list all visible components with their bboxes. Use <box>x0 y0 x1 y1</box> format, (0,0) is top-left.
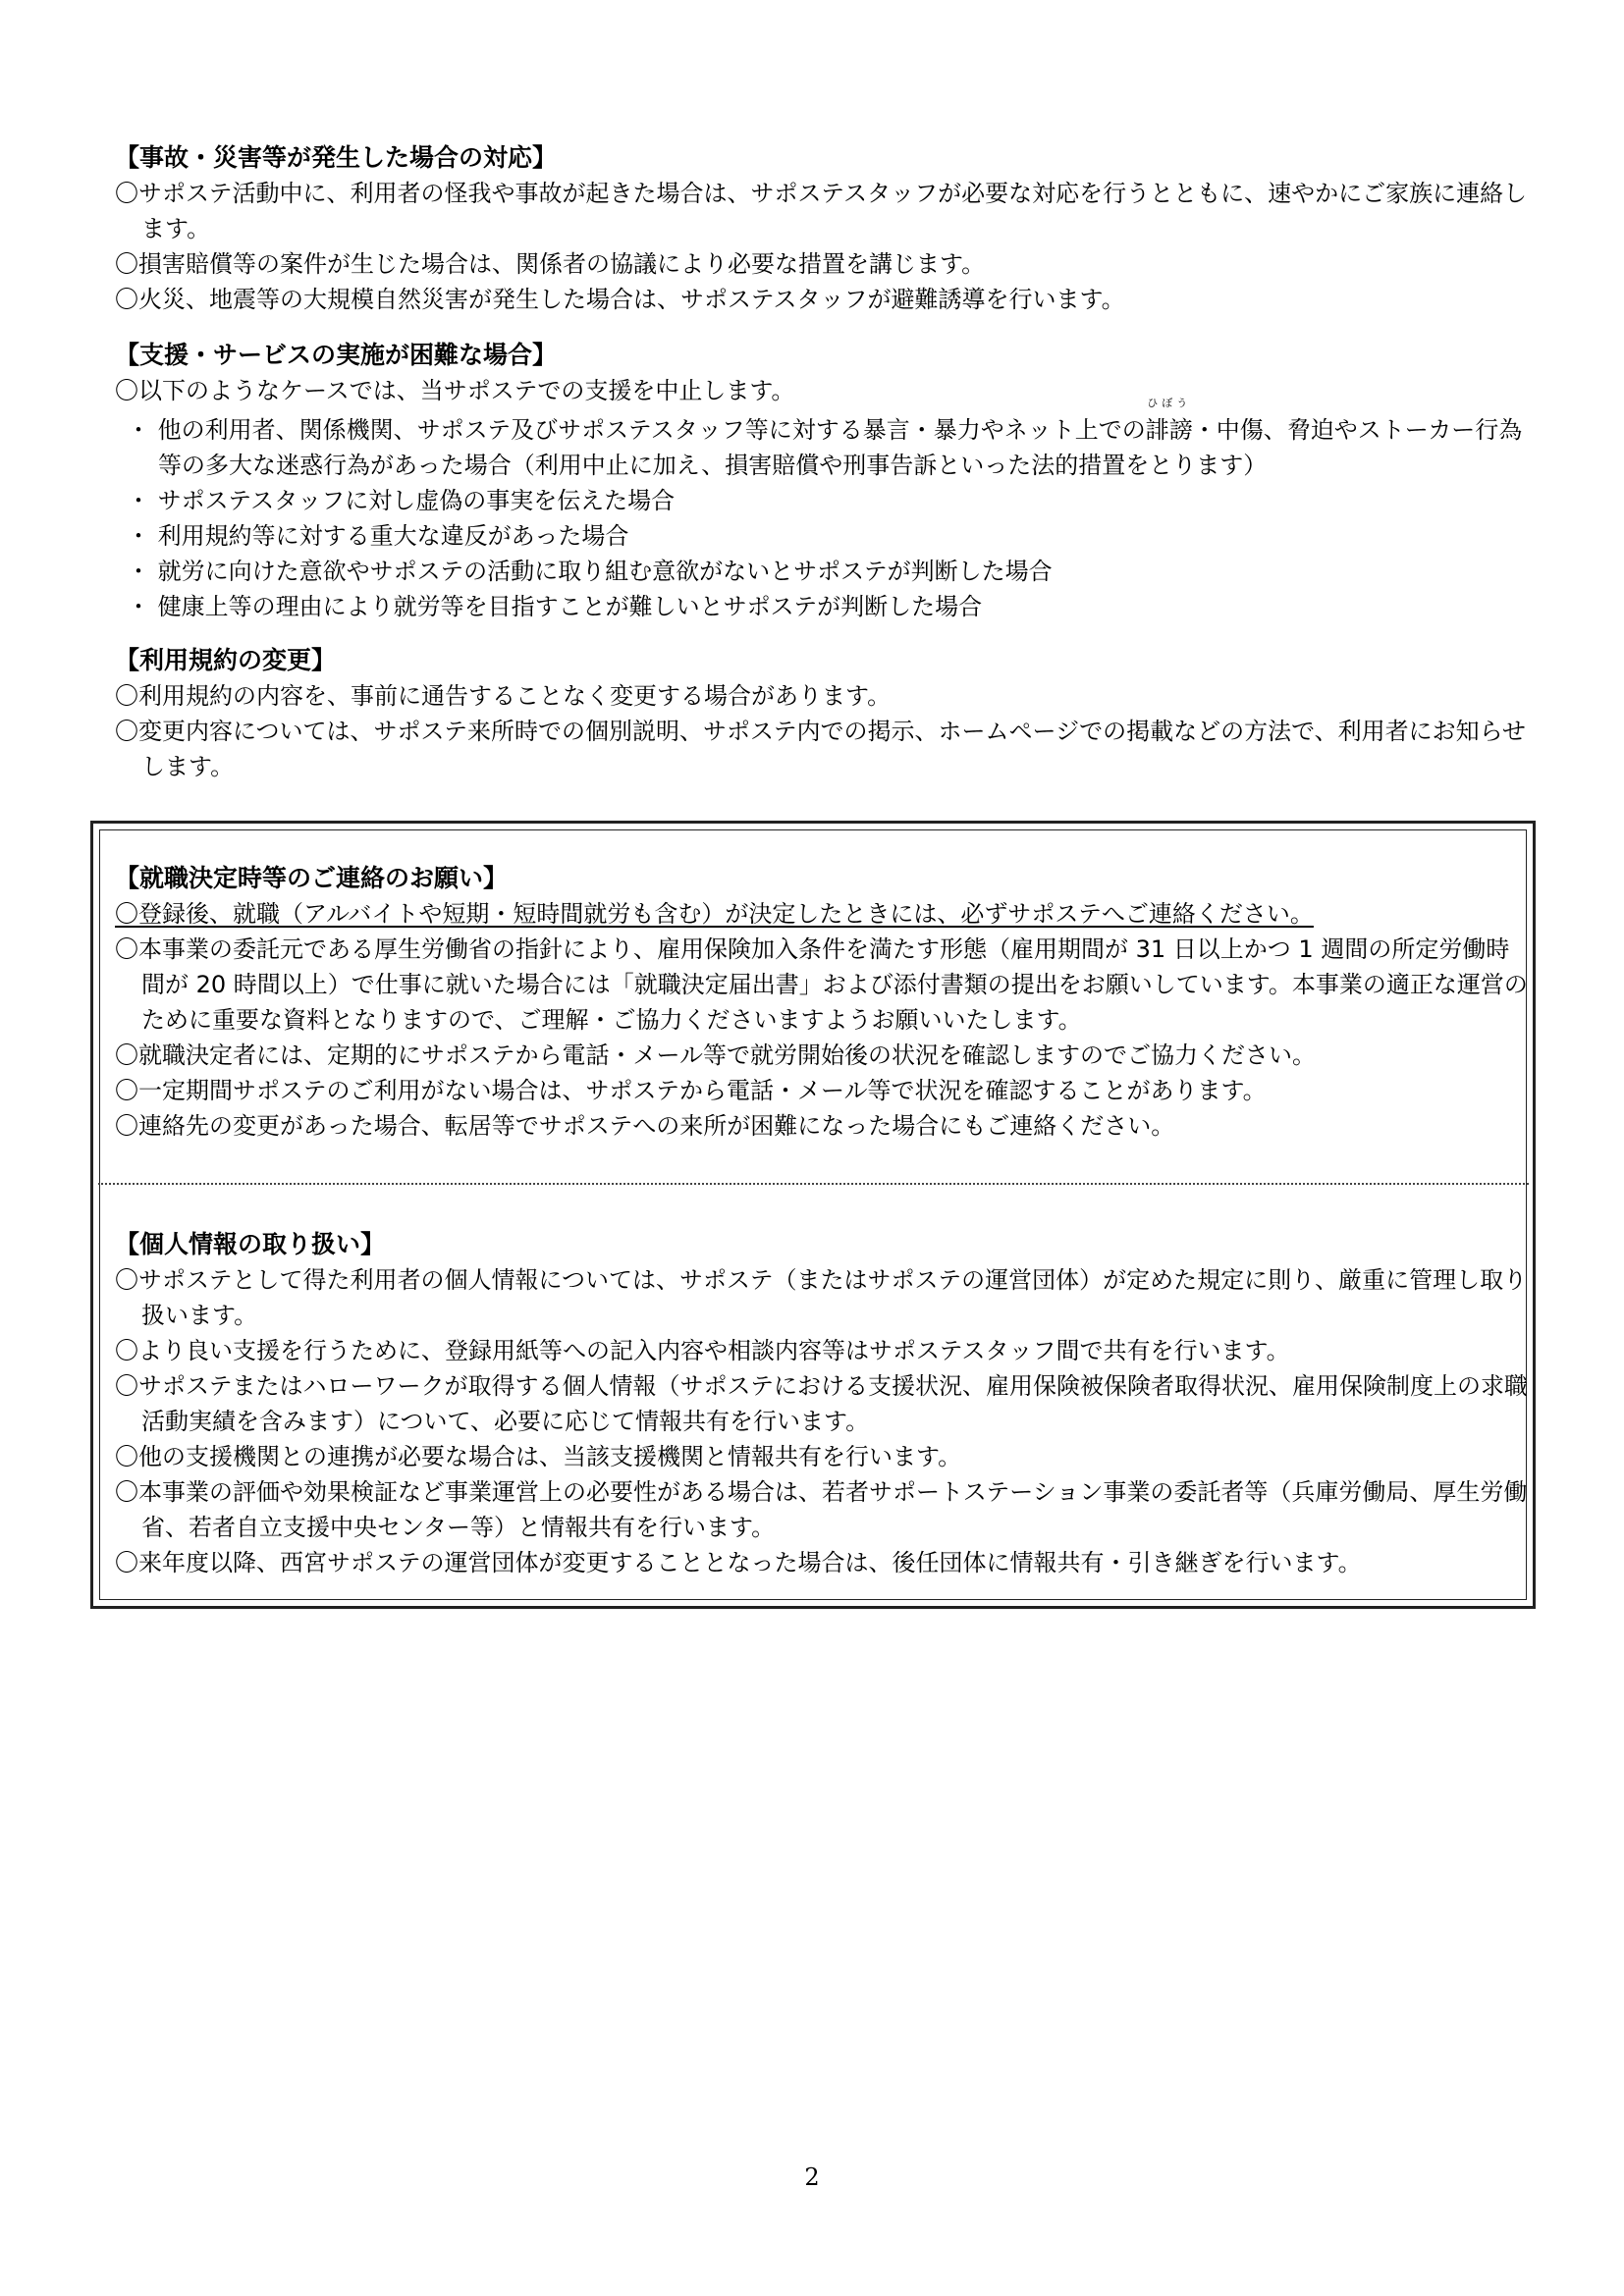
bullet-item: ・ 利用規約等に対する重大な違反があった場合 <box>127 522 629 550</box>
section-employment-notice <box>115 861 1529 1144</box>
list-item: 〇連絡先の変更があった場合、転居等でサポステへの来所が困難になった場合にもご連絡ください。 <box>115 1112 1175 1140</box>
list-item: 〇火災、地震等の大規模自然災害が発生した場合は、サポステスタッフが避難誘導を行います。 <box>115 286 1125 313</box>
list-item: 〇就職決定者には、定期的にサポステから電話・メール等で就労開始後の状況を確認しますのでご協力ください。 <box>115 1041 1317 1069</box>
list-item: 〇一定期間サポステのご利用がない場合は、サポステから電話・メール等で状況を確認することがあります。 <box>115 1077 1267 1104</box>
list-item: 〇以下のようなケースでは、当サポステでの支援を中止します。 <box>115 377 795 404</box>
ruby-word <box>1145 397 1193 448</box>
section-personal-info <box>115 1227 1529 1580</box>
page-number: 2 <box>804 2163 820 2191</box>
section-heading: 【利用規約の変更】 <box>115 646 337 674</box>
underlined-text: 〇登録後、就職（アルバイトや短期・短時間就労も含む）が決定したときには、必ずサポステへご連絡ください。 <box>115 900 1314 928</box>
list-item <box>115 896 1529 932</box>
section-terms-change <box>115 643 1529 784</box>
dotted-divider <box>98 1183 1529 1185</box>
section-heading: 【事故・災害等が発生した場合の対応】 <box>115 143 558 172</box>
bullet-item: ・ サポステスタッフに対し虚偽の事実を伝えた場合 <box>127 487 676 514</box>
list-item: 〇サポステ活動中に、利用者の怪我や事故が起きた場合は、サポステスタッフが必要な対応を行うとともに、速やかにご家族に連絡します。 <box>115 180 1528 242</box>
section-accident-response <box>115 140 1529 317</box>
ruby-base: 誹謗 <box>1145 416 1193 444</box>
list-item: 〇損害賠償等の案件が生じた場合は、関係者の協議により必要な措置を講じます。 <box>115 250 986 278</box>
list-item: 〇他の支援機関との連携が必要な場合は、当該支援機関と情報共有を行います。 <box>115 1443 962 1470</box>
list-item: 〇本事業の評価や効果検証など事業運営上の必要性がある場合は、若者サポートステーション事業の委託者等（兵庫労働局、厚生労働省、若者自立支援中央センター等）と情報共有を行います。 <box>115 1478 1528 1541</box>
section-heading: 【就職決定時等のご連絡のお願い】 <box>115 864 509 892</box>
section-heading: 【個人情報の取り扱い】 <box>115 1230 386 1258</box>
bullet-item: ・ 就労に向けた意欲やサポステの活動に取り組む意欲がないとサポステが判断した場合 <box>127 558 1053 585</box>
bullet-text: ・中傷、脅迫やストーカー行為等の多大な迷惑行為があった場合（利用中止に加え、損害賠償や刑事告訴といった法的措置をとります） <box>158 416 1523 479</box>
list-item: 〇変更内容については、サポステ来所時での個別説明、サポステ内での掲示、ホームページでの掲載などの方法で、利用者にお知らせします。 <box>115 718 1526 780</box>
bullet-text: ・ 他の利用者、関係機関、サポステ及びサポステスタッフ等に対する暴言・暴力やネット上での <box>127 416 1146 444</box>
bullet-item <box>115 397 1529 483</box>
section-service-difficulty <box>115 338 1529 624</box>
list-item: 〇本事業の委託元である厚生労働省の指針により、雇用保険加入条件を満たす形態（雇用期間が 31 日以上かつ 1 週間の所定労働時間が 20 時間以上）で仕事に就いた場合には「就職決定届出書」および添付書類の提出をお願いしています。本事業の適正な運営のために重要な資料となりますので、ご理解・ご協力くださいますようお願いいたします。 <box>115 935 1528 1034</box>
list-item: 〇より良い支援を行うために、登録用紙等への記入内容や相談内容等はサポステスタッフ間で共有を行います。 <box>115 1337 1290 1364</box>
section-heading: 【支援・サービスの実施が困難な場合】 <box>115 341 558 369</box>
ruby-reading: ひぼう <box>1147 397 1192 409</box>
list-item: 〇利用規約の内容を、事前に通告することなく変更する場合があります。 <box>115 682 892 710</box>
bullet-item: ・ 健康上等の理由により就労等を目指すことが難しいとサポステが判断した場合 <box>127 593 983 620</box>
list-item: 〇来年度以降、西宮サポステの運営団体が変更することとなった場合は、後任団体に情報共有・引き継ぎを行います。 <box>115 1549 1362 1576</box>
list-item: 〇サポステまたはハローワークが取得する個人情報（サポステにおける支援状況、雇用保険被保険者取得状況、雇用保険制度上の求職活動実績を含みます）について、必要に応じて情報共有を行います。 <box>115 1372 1529 1435</box>
list-item: 〇サポステとして得た利用者の個人情報については、サポステ（またはサポステの運営団体）が定めた規定に則り、厳重に管理し取り扱います。 <box>115 1266 1528 1329</box>
